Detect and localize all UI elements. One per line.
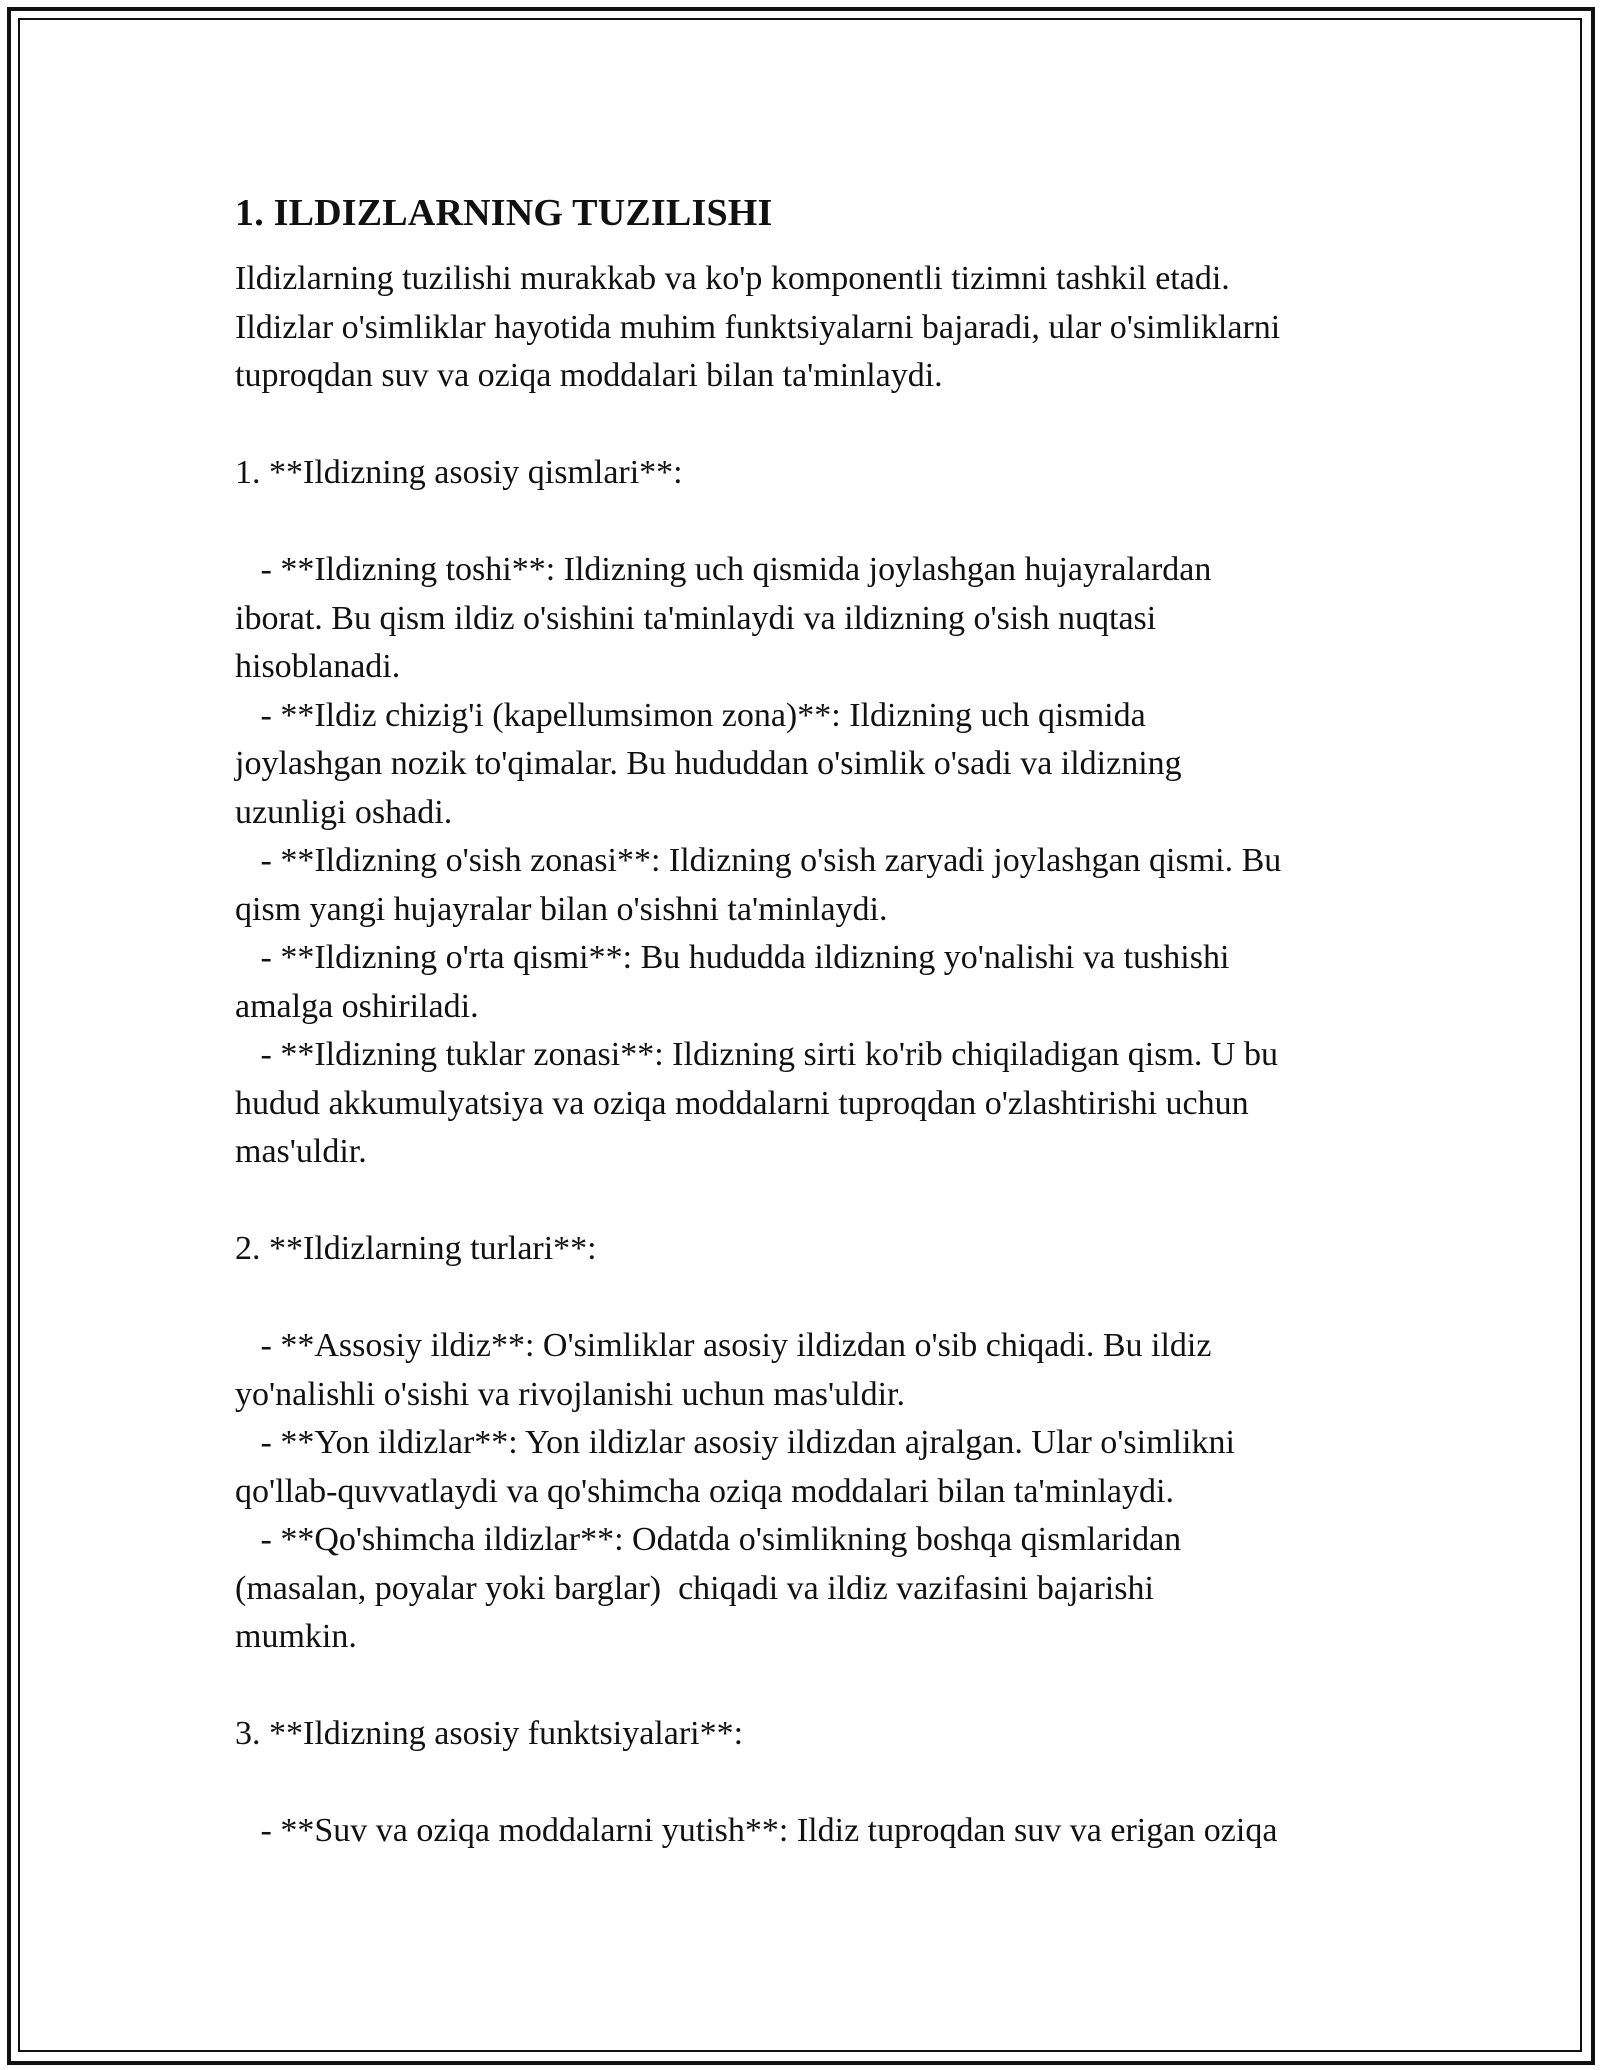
list-item-line: mas'uldir. — [235, 1133, 367, 1170]
list-item — [235, 1031, 1375, 1177]
list-item-line: - **Assosiy ildiz**: O'simliklar asosiy ildizdan o'sib chiqadi. Bu ildiz — [235, 1327, 1212, 1364]
list-item-line: uzunligi oshadi. — [235, 793, 453, 831]
blank-line — [235, 1662, 1375, 1711]
list-item-line: mumkin. — [235, 1618, 357, 1655]
list-item — [235, 546, 1375, 692]
section-heading: 2. **Ildizlarning turlari**: — [235, 1230, 597, 1267]
list-item — [235, 837, 1375, 934]
blank-line — [235, 1759, 1375, 1808]
blank-line — [235, 1274, 1375, 1323]
list-item-line: qo'llab-quvvatlaydi va qo'shimcha oziqa moddalari bilan ta'minlaydi. — [235, 1472, 1174, 1510]
list-item-line: - **Ildizning o'rta qismi**: Bu hududda ildizning yo'nalishi va tushishi — [235, 939, 1230, 976]
list-item-line: hisoblanadi. — [235, 648, 401, 685]
list-item-line: (masalan, poyalar yoki barglar) chiqadi va ildiz vazifasini bajarishi — [235, 1569, 1154, 1607]
list-item-line: - **Ildizning o'sish zonasi**: Ildizning o'sish zaryadi joylashgan qismi. Bu — [235, 842, 1282, 879]
list-item-line: - **Suv va oziqa moddalarni yutish**: Ildiz tuproqdan suv va erigan oziqa — [235, 1812, 1278, 1849]
section-heading: 1. **Ildizning asosiy qismlari**: — [235, 454, 683, 491]
list-item-line: hudud akkumulyatsiya va oziqa moddalarni tuproqdan o'zlashtirishi uchun — [235, 1084, 1249, 1122]
list-item-line: - **Ildiz chizig'i (kapellumsimon zona)**: Ildizning uch qismida — [235, 696, 1146, 734]
list-item — [235, 1516, 1375, 1662]
list-item-line: - **Ildizning toshi**: Ildizning uch qismida joylashgan hujayralardan — [235, 551, 1212, 588]
section-heading: 3. **Ildizning asosiy funktsiyalari**: — [235, 1715, 744, 1752]
list-item-line: joylashgan nozik to'qimalar. Bu hududdan o'simlik o'sadi va ildizning — [235, 745, 1182, 782]
list-item-line: - **Yon ildizlar**: Yon ildizlar asosiy ildizdan ajralgan. Ular o'simlikni — [235, 1424, 1235, 1461]
list-item — [235, 692, 1375, 838]
list-item — [235, 1322, 1375, 1419]
blank-line — [235, 1177, 1375, 1226]
list-item — [235, 934, 1375, 1031]
intro-line: Ildizlar o'simliklar hayotida muhim funktsiyalarni bajaradi, ular o'simliklarni — [235, 308, 1281, 346]
list-item-line: qism yangi hujayralar bilan o'sishni ta'minlaydi. — [235, 890, 888, 928]
list-item — [235, 1807, 1375, 1856]
intro-paragraph — [235, 255, 1375, 401]
list-item — [235, 1419, 1375, 1516]
intro-line: Ildizlarning tuzilishi murakkab va ko'p komponentli tizimni tashkil etadi. — [235, 260, 1230, 297]
document-body — [235, 186, 1375, 1856]
intro-line: tuproqdan suv va oziqa moddalari bilan ta'minlaydi. — [235, 357, 943, 394]
list-item-line: - **Qo'shimcha ildizlar**: Odatda o'simlikning boshqa qismlaridan — [235, 1521, 1182, 1558]
list-item-line: iborat. Bu qism ildiz o'sishini ta'minlaydi va ildizning o'sish nuqtasi — [235, 599, 1157, 637]
list-item-line: - **Ildizning tuklar zonasi**: Ildizning sirti ko'rib chiqiladigan qism. U bu — [235, 1036, 1278, 1073]
document-title: 1. ILDIZLARNING TUZILISHI — [235, 192, 773, 234]
list-item-line: yo'nalishli o'sishi va rivojlanishi uchun mas'uldir. — [235, 1375, 906, 1413]
list-item-line: amalga oshiriladi. — [235, 987, 479, 1025]
blank-line — [235, 498, 1375, 547]
blank-line — [235, 401, 1375, 450]
